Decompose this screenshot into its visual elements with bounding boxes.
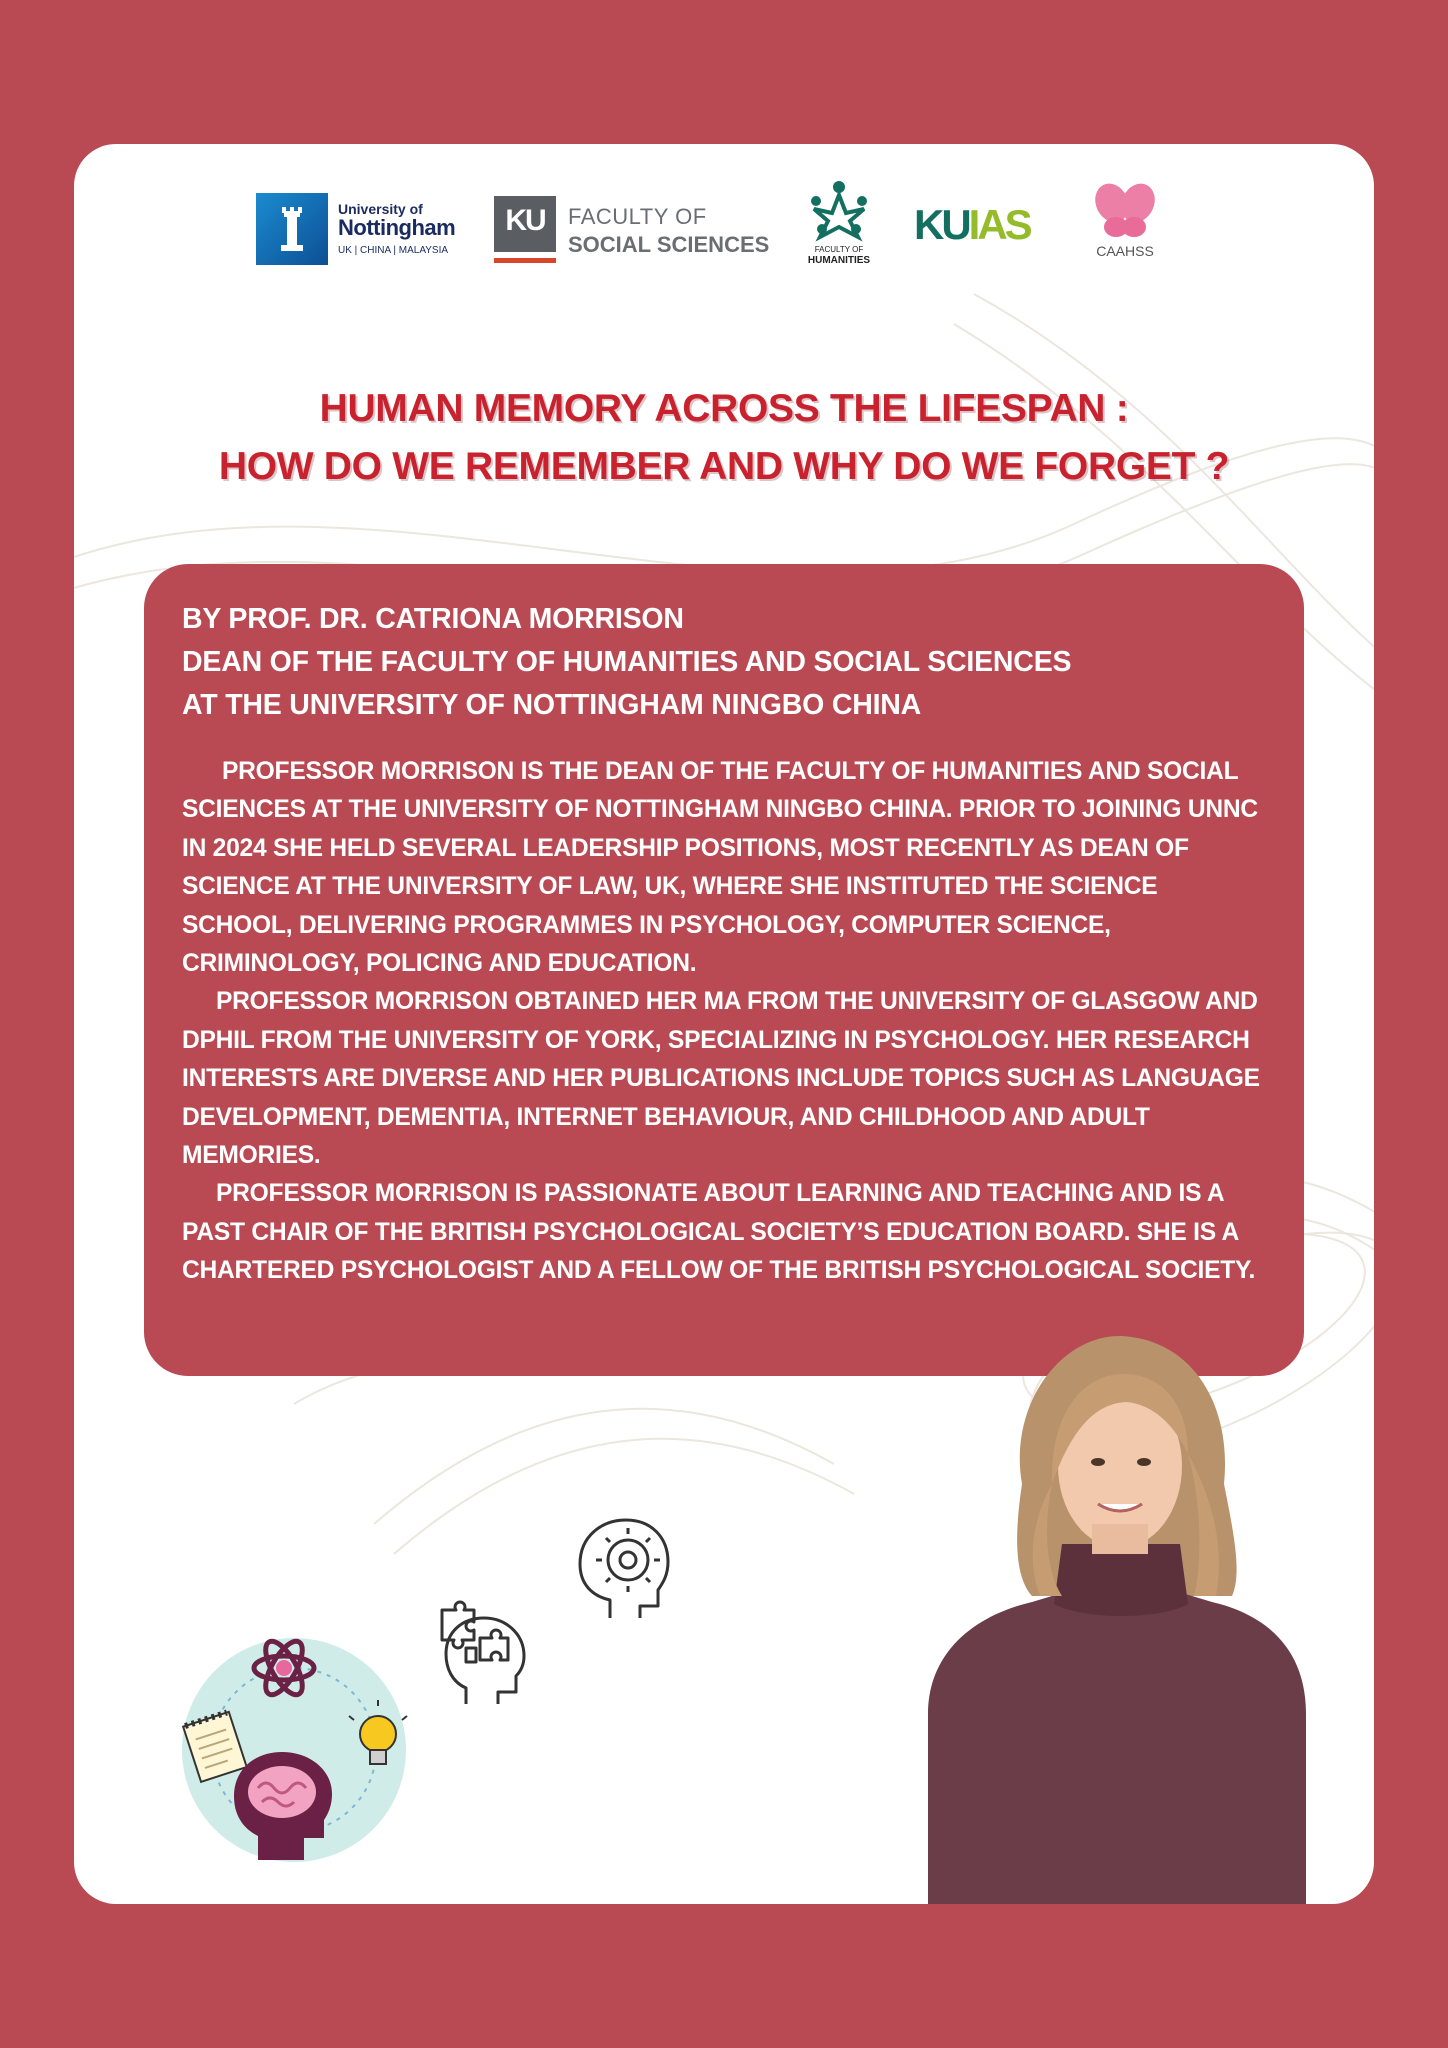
- caahss-name: CAAHSS: [1096, 243, 1154, 259]
- ku-faculty-line1: FACULTY OF: [568, 204, 707, 229]
- kuias-part2: IAS: [968, 201, 1030, 248]
- speaker-name: BY PROF. DR. CATRIONA MORRISON: [182, 603, 684, 635]
- speaker-institution: AT THE UNIVERSITY OF NOTTINGHAM NINGBO CHINA: [182, 689, 922, 721]
- title-line2: HOW DO WE REMEMBER AND WHY DO WE FORGET ?: [218, 445, 1230, 488]
- bio-paragraph: PROFESSOR MORRISON IS THE DEAN OF THE FACULTY OF HUMANITIES AND SOCIAL SCIENCES AT THE UNIVERSITY OF NOTTINGHAM NINGBO CHINA. PRIOR TO JOINING UNNC IN 2024 SHE HELD SEVERAL LEADERSHIP POSITIONS, MOST RECENTLY AS DEAN OF SCIENCE AT THE UNIVERSITY OF LAW, UK, WHERE SHE INSTITUTED THE SCIENCE SCHOOL, DELIVERING PROGRAMMES IN PSYCHOLOGY, COMPUTER SCIENCE, CRIMINOLOGY, POLICING AND EDUCATION.: [182, 758, 1258, 978]
- poster-card: [74, 144, 1374, 1904]
- humanities-line2: HUMANITIES: [807, 255, 871, 266]
- nottingham-line2: Nottingham: [338, 215, 456, 240]
- butterfly-icon: [1080, 181, 1170, 241]
- speaker-byline: [182, 598, 1266, 727]
- faculty-humanities-logo: [794, 179, 884, 279]
- head-puzzle-icon: [436, 1596, 536, 1708]
- humanities-emblem-icon: [794, 179, 884, 243]
- bio-paragraph: PROFESSOR MORRISON IS PASSIONATE ABOUT LEARNING AND TEACHING AND IS A PAST CHAIR OF THE BRITISH PSYCHOLOGICAL SOCIETY’S EDUCATION BOARD. SHE IS A CHARTERED PSYCHOLOGIST AND A FELLOW OF THE BRITISH PSYCHOLOGICAL SOCIETY.: [182, 1180, 1256, 1285]
- nottingham-crest-icon: [256, 193, 328, 265]
- head-gear-icon: [570, 1514, 674, 1622]
- nottingham-logo: [256, 193, 456, 267]
- ku-badge-underline: [494, 258, 556, 263]
- ku-badge: KU: [494, 196, 556, 252]
- logos-row: [254, 179, 1194, 279]
- brain-ideas-illustration: [178, 1624, 418, 1864]
- ku-faculty-line2: SOCIAL SCIENCES: [568, 232, 770, 257]
- caahss-logo: [1080, 181, 1170, 277]
- nottingham-line1: University of: [338, 201, 423, 217]
- bio-paragraph: PROFESSOR MORRISON OBTAINED HER MA FROM THE UNIVERSITY OF GLASGOW AND DPHIL FROM THE UNIVERSITY OF YORK, SPECIALIZING IN PSYCHOLOGY. HER RESEARCH INTERESTS ARE DIVERSE AND HER PUBLICATIONS INCLUDE TOPICS SUCH AS LANGUAGE DEVELOPMENT, DEMENTIA, INTERNET BEHAVIOUR, AND CHILDHOOD AND ADULT MEMORIES.: [182, 988, 1260, 1170]
- nottingham-line3: UK | CHINA | MALAYSIA: [338, 245, 449, 256]
- speaker-portrait: [912, 1334, 1312, 1904]
- kuias-logo: [914, 201, 1044, 251]
- kuias-part1: KU: [914, 201, 969, 248]
- speaker-role: DEAN OF THE FACULTY OF HUMANITIES AND SOCIAL SCIENCES: [182, 646, 1072, 678]
- brain-icon: [248, 1766, 316, 1818]
- event-title: [74, 380, 1374, 496]
- speaker-bio-panel: [144, 564, 1304, 1376]
- speaker-bio: [182, 753, 1266, 1291]
- title-line1: HUMAN MEMORY ACROSS THE LIFESPAN :: [319, 387, 1129, 430]
- ku-social-sciences-logo: [494, 196, 784, 266]
- humanities-line1: FACULTY OF: [814, 245, 864, 254]
